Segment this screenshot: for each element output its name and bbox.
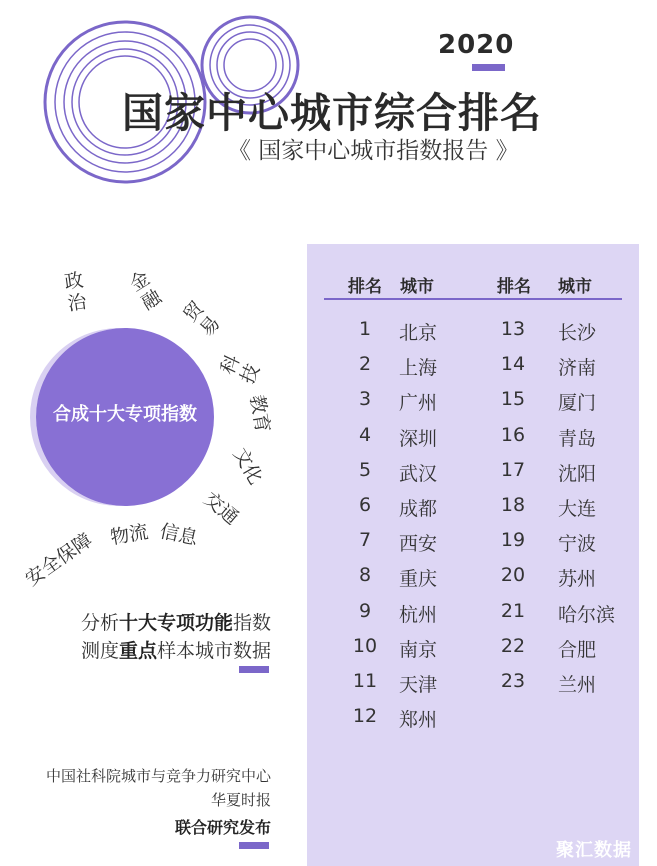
table-row-city: 深圳 <box>399 427 438 450</box>
table-row-city: 西安 <box>399 533 438 556</box>
table-row-rank: 11 <box>352 670 378 692</box>
index-label-trade: 贸易 <box>179 297 225 341</box>
index-label-technology: 科技 <box>216 351 265 388</box>
table-row-city: 成都 <box>399 498 438 520</box>
table-row-city: 武汉 <box>399 462 438 485</box>
index-circle-label: 合成十大专项指数 <box>53 404 197 425</box>
table-row-rank: 13 <box>500 318 526 340</box>
table-row-city: 上海 <box>399 357 438 380</box>
source-released: 联合研究发布 <box>174 818 271 837</box>
page-title: 国家中心城市综合排名 <box>122 89 542 137</box>
index-label-finance: 金融 <box>126 267 166 315</box>
table-row-rank: 22 <box>500 634 526 657</box>
table-row-city: 青岛 <box>558 427 597 450</box>
table-row-city: 长沙 <box>558 322 597 344</box>
table-row-city: 天津 <box>399 674 438 696</box>
index-label-education: 教育 <box>245 393 274 435</box>
table-row-rank: 2 <box>358 353 372 376</box>
year-underline <box>472 64 505 71</box>
page-subtitle: 《 国家中心城市指数报告 》 <box>228 138 519 164</box>
table-row-rank: 10 <box>352 634 378 657</box>
table-row-rank: 8 <box>358 564 372 587</box>
table-row-rank: 14 <box>500 353 526 376</box>
source-org-1: 中国社科院城市与竞争力研究中心 <box>45 767 271 785</box>
report-year: 2020 <box>438 30 515 60</box>
table-row-city: 苏州 <box>558 568 597 591</box>
table-row-rank: 12 <box>352 705 378 728</box>
table-row-city: 兰州 <box>558 674 597 696</box>
table-row-rank: 6 <box>358 494 372 516</box>
table-row-rank: 4 <box>358 423 372 446</box>
index-label-culture: 文化 <box>228 444 267 489</box>
note-line-2: 测度重点样本城市数据 <box>80 640 271 662</box>
table-row-rank: 21 <box>500 599 526 622</box>
index-label-logistics: 物流 <box>108 520 150 550</box>
table-row-city: 广州 <box>399 392 438 415</box>
table-row-city: 北京 <box>399 322 438 344</box>
table-row-rank: 16 <box>500 423 526 446</box>
source-org-2: 华夏时报 <box>210 791 271 809</box>
table-row-city: 沈阳 <box>558 462 597 485</box>
index-label-information: 信息 <box>157 520 200 550</box>
table-row-rank: 7 <box>358 529 372 552</box>
table-row-city: 宁波 <box>558 533 597 556</box>
note-underline <box>239 666 269 673</box>
table-row-city: 哈尔滨 <box>558 603 616 626</box>
table-row-city: 厦门 <box>558 392 597 415</box>
header-rank-right: 排名 <box>497 277 531 297</box>
table-row-rank: 20 <box>500 564 526 587</box>
table-row-city: 郑州 <box>399 709 438 732</box>
header-city-left: 城市 <box>400 277 434 297</box>
header-divider <box>324 298 622 300</box>
table-row-rank: 9 <box>358 599 372 622</box>
table-row-rank: 23 <box>500 670 526 692</box>
table-row-city: 重庆 <box>399 568 438 591</box>
watermark: 聚汇数据 <box>556 840 632 861</box>
table-row-city: 济南 <box>558 357 597 380</box>
index-label-security: 安全保障 <box>21 528 97 591</box>
source-underline <box>239 842 269 849</box>
table-row-city: 大连 <box>558 498 597 520</box>
table-row-city: 杭州 <box>399 603 438 626</box>
table-row-city: 南京 <box>399 638 438 661</box>
header-city-right: 城市 <box>558 277 592 297</box>
index-label-transport: 交通 <box>199 488 243 530</box>
note-line-1: 分析十大专项功能指数 <box>80 612 271 634</box>
table-row-rank: 5 <box>358 458 372 481</box>
table-row-rank: 19 <box>500 529 526 552</box>
table-row-rank: 3 <box>358 388 372 411</box>
header-rank-left: 排名 <box>348 277 382 297</box>
index-label-politics: 政治 <box>63 269 88 316</box>
table-row-rank: 1 <box>358 318 372 340</box>
table-row-rank: 17 <box>500 458 526 481</box>
table-row-city: 合肥 <box>558 638 597 661</box>
table-row-rank: 18 <box>500 494 526 516</box>
table-row-rank: 15 <box>500 388 526 411</box>
